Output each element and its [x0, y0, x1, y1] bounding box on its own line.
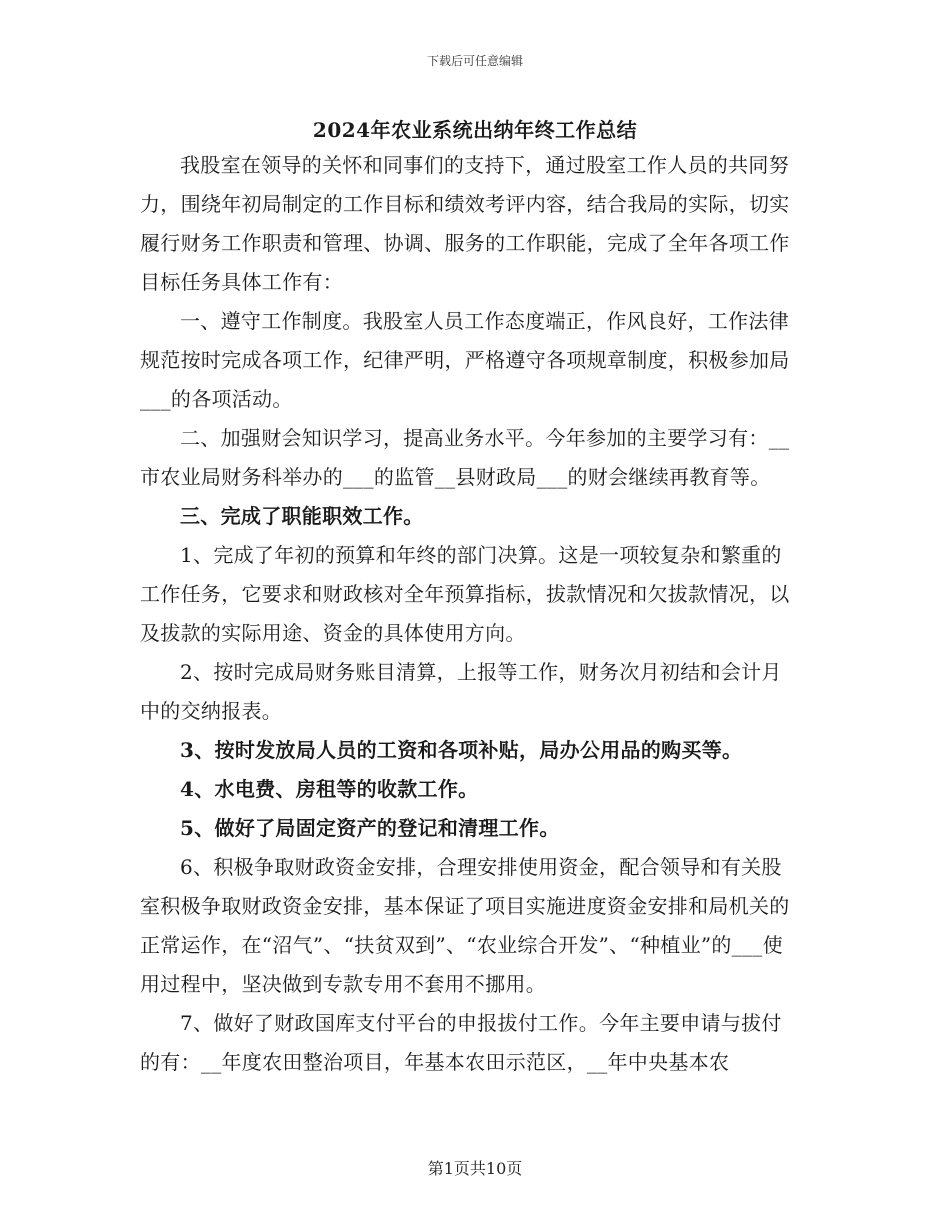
- page-number: 第1页共10页: [427, 1159, 523, 1178]
- paragraph-item-7: 7、做好了财政国库支付平台的申报拔付工作。今年主要申请与拔付的有：__年度农田整治项目，年基本农田示范区，__年中央基本农: [140, 1011, 782, 1074]
- paragraph-section-1: 一、遵守工作制度。我股室人员工作态度端正，作风良好，工作法律规范按时完成各项工作，纪律严明，严格遵守各项规章制度，积极参加局___的各项活动。: [140, 309, 790, 411]
- paragraph-section-2: 二、加强财会知识学习，提高业务水平。今年参加的主要学习有：__市农业局财务科举办的___的监管__县财政局___的财会继续再教育等。: [140, 426, 790, 489]
- paragraph-intro: 我股室在领导的关怀和同事们的支持下，通过股室工作人员的共同努力，围绕年初局制定的工作目标和绩效考评内容，结合我局的实际，切实履行财务工作职责和管理、协调、服务的工作职能，完成了全年各项工作目标任务具体工作有：: [140, 153, 790, 294]
- paragraph-item-2: 2、按时完成局财务账目清算，上报等工作，财务次月初结和会计月中的交纳报表。: [140, 660, 782, 723]
- paragraph-item-6: 6、积极争取财政资金安排，合理安排使用资金，配合领导和有关股室积极争取财政资金安排，基本保证了项目实施进度资金安排和局机关的正常运作，在“沼气”、“扶贫双到”、“农业综合开发”、“种植业”的___使用过程中，坚决做到专款专用不套用不挪用。: [140, 855, 790, 996]
- document-title: 2024年农业系统出纳年终工作总结: [312, 118, 638, 142]
- document-body: [140, 146, 802, 1082]
- paragraph-section-3-heading: 三、完成了职能职效工作。: [180, 504, 424, 528]
- paragraph-item-5: 5、做好了局固定资产的登记和清理工作。: [180, 816, 560, 840]
- paragraph-item-3: 3、按时发放局人员的工资和各项补贴，局办公用品的购买等。: [180, 738, 743, 762]
- header-note: 下载后可任意编辑: [426, 54, 523, 68]
- paragraph-item-4: 4、水电费、房租等的收款工作。: [180, 777, 479, 801]
- paragraph-item-1: 1、完成了年初的预算和年终的部门决算。这是一项较复杂和繁重的工作任务，它要求和财政核对全年预算指标，拔款情况和欠拔款情况，以及拔款的实际用途、资金的具体使用方向。: [140, 543, 790, 645]
